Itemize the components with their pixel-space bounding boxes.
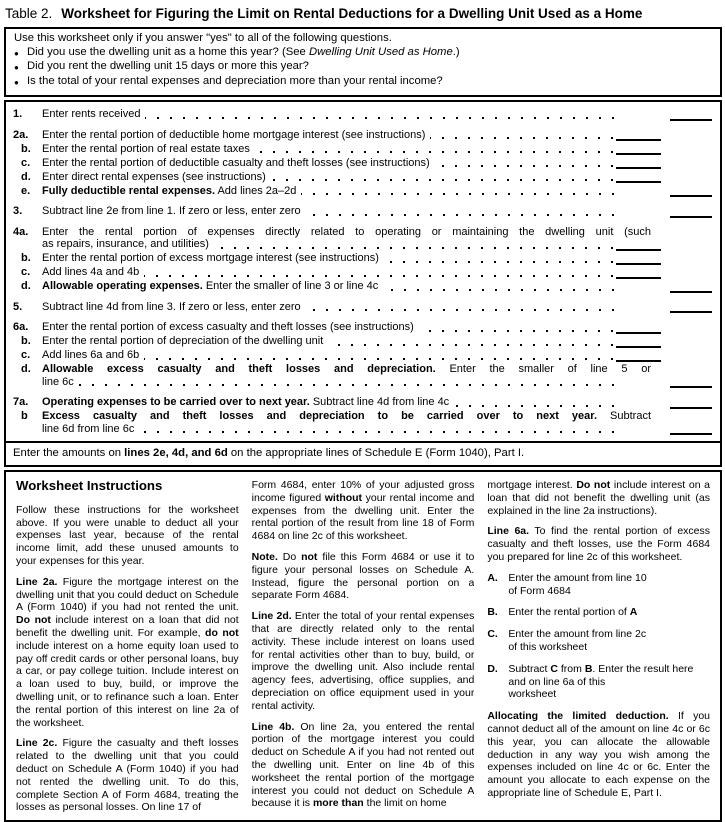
dot-leader <box>378 280 617 293</box>
line-body <box>42 266 715 279</box>
answer-blank <box>616 254 661 265</box>
instructions-columns <box>16 479 710 814</box>
line-last <box>42 396 715 409</box>
line-body <box>42 363 715 388</box>
line-text: Fully deductible rental expenses. Add lines 2a–2d <box>42 184 297 197</box>
line-text: Operating expenses to be carried over to next year. Subtract line 4d from line 4c <box>42 396 450 408</box>
lettered-item-A <box>487 572 710 598</box>
item-text-wrap: Enter the amount from line 10 <box>508 571 647 584</box>
answer-blank <box>616 172 661 183</box>
line-text: Enter rents received <box>42 108 141 120</box>
worksheet-row-c <box>13 157 715 170</box>
line-text: Enter direct rental expenses (see instructions) <box>42 170 266 183</box>
worksheet-row-7a <box>13 396 715 409</box>
instruction-paragraph: Line 2d. Enter the total of your rental expenses that are directly related only to the rental activity. These include interest on loans used for rental activities other than to buy, build, or improve the dwelling unit. Also include rental agency fees, advertising, office supplies, and depreciation on office equipment used in your rental activity. <box>251 610 475 712</box>
line-text-wrap: Allowable excess casualty and theft losses and depreciation. Enter the smaller of line 5 or <box>42 363 651 375</box>
worksheet-row-c <box>13 349 715 362</box>
line-number: b. <box>21 335 31 347</box>
line-body <box>42 226 715 251</box>
line-number: 1. <box>13 108 23 120</box>
answer-blank <box>616 144 661 155</box>
lettered-item-B <box>487 606 710 619</box>
qualification-lead: Use this worksheet only if you answer "yes" to all of the following questions. <box>14 32 392 44</box>
dot-leader <box>425 129 616 142</box>
line-last <box>42 205 715 218</box>
line-text: Enter the rental portion of excess mortgage interest (see instructions) <box>42 252 379 264</box>
answer-blank <box>616 268 661 279</box>
dot-leader <box>449 396 617 409</box>
instruction-paragraph: Allocating the limited deduction. If you cannot deduct all of the amount on line 4c or 6c this year, you can allocate the allowable deduction in any way you wish among the expenses included on line 4c or 6c. Enter the amount you allocate to each expense on the appropriate line of Schedule E, Part I. <box>487 710 711 799</box>
line-last <box>42 185 715 198</box>
line-number: 4a. <box>13 225 29 238</box>
instruction-paragraph: Line 2c. Figure the casualty and theft losses related to the dwelling unit that you could deduct on Schedule A (Form 1040) if you had not rented the dwelling unit. To do this, complete Section A of Form 4684, treating the losses as personal losses. On line 17 of <box>16 737 239 814</box>
line-number: b. <box>21 252 31 264</box>
instruction-paragraph: Note. Do not file this Form 4684 or use it to figure your personal losses on Schedule A. Instead, figure the personal portion on a separate Form 4684. <box>251 550 475 602</box>
worksheet-row-b <box>13 335 715 348</box>
line-body <box>42 335 715 348</box>
item-text: Enter the rental portion of A <box>508 606 638 619</box>
answer-blank <box>670 186 712 197</box>
line-last <box>42 280 715 293</box>
lettered-item-C <box>487 628 710 654</box>
line-last <box>42 423 715 436</box>
worksheet-row-d <box>13 280 715 293</box>
dot-leader <box>414 321 616 334</box>
line-last <box>42 335 715 348</box>
line-last <box>42 238 715 251</box>
line-last <box>42 108 715 121</box>
line-body <box>42 129 715 142</box>
line-number: d. <box>21 363 31 375</box>
item-letter: B. <box>487 606 498 619</box>
item-last-line <box>508 585 710 598</box>
answer-blank <box>670 302 712 313</box>
line-text: Enter the rental portion of real estate taxes <box>42 142 250 155</box>
lettered-item-D <box>487 663 710 701</box>
line-number: d. <box>21 170 31 183</box>
instructions-box <box>4 470 722 822</box>
table-title <box>4 2 722 27</box>
worksheet-row-2a <box>13 129 715 142</box>
bullet-icon: ● <box>14 77 19 87</box>
answer-blank <box>616 337 661 348</box>
line-last <box>42 157 715 170</box>
answer-blank <box>670 424 712 435</box>
line-last <box>42 349 715 362</box>
line-body <box>42 205 715 218</box>
line-text: Subtract line 4d from line 3. If zero or less, enter zero <box>42 300 301 313</box>
dot-leader <box>139 349 616 362</box>
dot-leader <box>301 301 617 314</box>
instruction-paragraph: Line 4b. On line 2a, you entered the rental portion of the mortgage interest you could deduct on Schedule A if you had not rented out the dwelling unit. Enter on line 4b of this worksheet the rental portion of the mortgage interest you could not deduct on Schedule A because it is more than the limit on home <box>251 720 475 810</box>
line-number: 2a. <box>13 128 29 141</box>
instruction-paragraph: Follow these instructions for the worksheet above. If you were unable to deduct all your expenses last year, because of the rental income limit, add these unused amounts to your expenses for this year. <box>16 503 239 567</box>
worksheet-row-3 <box>13 205 715 218</box>
item-text: of this worksheet <box>508 640 588 653</box>
item-last-line <box>508 688 710 701</box>
bullet-text: Did you rent the dwelling unit 15 days or more this year? <box>27 60 309 72</box>
worksheet-row-b <box>13 410 715 435</box>
dot-leader <box>250 143 616 156</box>
line-last <box>42 129 715 142</box>
worksheet-row-1 <box>13 108 715 121</box>
answer-blank <box>670 207 712 218</box>
line-body <box>42 185 715 198</box>
bullet-icon: ● <box>14 48 19 58</box>
line-text: Enter the rental portion of deductible home mortgage interest (see instructions) <box>42 128 426 141</box>
item-text-wrap: Subtract C from B. Enter the result here and on line 6a of this <box>508 662 694 688</box>
qualification-bullet <box>14 60 712 75</box>
bullet-icon: ● <box>14 63 19 72</box>
worksheet-box <box>4 100 722 467</box>
line-text: Enter the rental portion of deductible casualty and theft losses (see instructions) <box>42 156 430 169</box>
instruction-paragraph: Form 4684, enter 10% of your adjusted gross income figured without your rental income and expenses from the dwelling unit. Enter the rental portion of the result from line 18 of Form 4684 on line 2c of this worksheet. <box>251 479 475 543</box>
answer-blank <box>616 323 661 334</box>
instruction-paragraph: mortgage interest. Do not include interest on a loan that did not benefit the dwelling unit (as explained in the line 2a instructions). <box>487 479 711 517</box>
line-body <box>42 108 715 121</box>
table-number: Table 2. <box>5 6 53 21</box>
item-letter: D. <box>487 662 498 675</box>
worksheet-footer: Enter the amounts on lines 2e, 4d, and 6d on the appropriate lines of Schedule E (Form 1040), Part I. <box>6 441 720 465</box>
worksheet-row-c <box>13 266 715 279</box>
line-text: line 6c <box>42 375 74 388</box>
line-text: Allowable operating expenses. Enter the smaller of line 3 or line 4c <box>42 280 379 292</box>
line-number: b <box>21 410 28 422</box>
bullet-text: Did you use the dwelling unit as a home this year? (See Dwelling Unit Used as Home.) <box>27 45 460 58</box>
instructions-column-1 <box>16 479 239 814</box>
dot-leader <box>323 335 616 348</box>
item-body <box>508 606 710 619</box>
line-text: Add lines 4a and 4b <box>42 266 140 278</box>
item-text: worksheet <box>508 688 557 701</box>
line-number: e. <box>21 184 31 197</box>
dot-leader <box>430 157 616 170</box>
line-text: as repairs, insurance, and utilities) <box>42 238 209 250</box>
qualification-bullets <box>14 46 712 90</box>
worksheet-row-5 <box>13 301 715 314</box>
worksheet-row-d <box>13 363 715 388</box>
answer-blank <box>670 282 712 293</box>
answer-blank <box>616 158 661 169</box>
item-last-line <box>508 641 710 654</box>
item-body <box>508 663 710 701</box>
dot-leader <box>266 171 616 184</box>
qualification-box <box>4 27 722 97</box>
line-last <box>42 301 715 314</box>
worksheet-row-d <box>13 171 715 184</box>
answer-blank <box>670 377 712 388</box>
dot-leader <box>296 185 617 198</box>
answer-blank <box>670 398 712 409</box>
line-last <box>42 252 715 265</box>
item-body <box>508 628 710 654</box>
line-text: line 6d from line 6c <box>42 422 135 435</box>
qualification-bullet <box>14 75 712 90</box>
dot-leader <box>379 252 616 265</box>
worksheet-row-b <box>13 143 715 156</box>
dot-leader <box>134 423 617 436</box>
line-body <box>42 252 715 265</box>
worksheet-row-6a <box>13 321 715 334</box>
line-text-wrap: Enter the rental portion of expenses directly related to operating or maintaining the dwelling unit (such <box>42 225 651 238</box>
line-number: 6a. <box>13 321 29 333</box>
answer-blank <box>616 351 661 362</box>
item-body <box>508 572 710 598</box>
line-last <box>42 376 715 389</box>
line-text: Enter the rental portion of depreciation of the dwelling unit <box>42 335 324 347</box>
item-text: of Form 4684 <box>508 584 571 597</box>
item-letter: C. <box>487 628 498 641</box>
worksheet-row-b <box>13 252 715 265</box>
line-number: b. <box>21 142 31 155</box>
item-text-wrap: Enter the amount from line 2c <box>508 628 647 641</box>
line-number: c. <box>21 266 31 278</box>
line-body <box>42 157 715 170</box>
line-last <box>42 171 715 184</box>
line-body <box>42 321 715 334</box>
line-number: 7a. <box>13 396 29 408</box>
line-body <box>42 410 715 435</box>
instructions-heading: Worksheet Instructions <box>16 479 163 493</box>
table-title-text: Worksheet for Figuring the Limit on Rental Deductions for a Dwelling Unit Used as a Home <box>61 6 643 21</box>
answer-blank <box>616 240 661 251</box>
qualification-bullet <box>14 46 712 61</box>
dot-leader <box>140 108 617 121</box>
line-text: Add lines 6a and 6b <box>42 349 140 361</box>
line-text-wrap: Excess casualty and theft losses and depreciation to be carried over to next year. Subtract <box>42 410 651 422</box>
line-body <box>42 143 715 156</box>
line-body <box>42 396 715 409</box>
bullet-text: Is the total of your rental expenses and depreciation more than your rental income? <box>27 74 443 87</box>
line-number: c. <box>21 349 31 361</box>
instructions-column-3 <box>487 479 710 814</box>
line-text: Enter the rental portion of excess casualty and theft losses (see instructions) <box>42 321 414 333</box>
answer-blank <box>616 130 661 141</box>
answer-blank <box>670 110 712 121</box>
line-body <box>42 301 715 314</box>
worksheet-row-e <box>13 185 715 198</box>
line-number: 5. <box>13 300 23 313</box>
worksheet-row-4a <box>13 226 715 251</box>
line-last <box>42 266 715 279</box>
worksheet-rows <box>6 102 720 441</box>
item-letter: A. <box>487 571 498 584</box>
line-text: Subtract line 2e from line 1. If zero or less, enter zero <box>42 205 301 217</box>
line-body <box>42 280 715 293</box>
instruction-paragraph: Line 6a. To find the rental portion of excess casualty and theft losses, use the Form 4684 you prepared for line 2c of this worksheet. <box>487 525 711 563</box>
line-number: 3. <box>13 205 23 217</box>
item-last-line <box>508 606 710 619</box>
instructions-column-2 <box>252 479 475 814</box>
instruction-paragraph: Line 2a. Figure the mortgage interest on the dwelling unit that you could deduct on Schedule A (Form 1040) if you had not rented the unit. Do not include interest on a loan that did not benefit the dwelling unit. For example, do not include interest on a home equity loan used to pay off credit cards or other personal loans, buy a car, or pay college tuition. Include interest on a loan used to buy, build, or improve the dwelling unit, or to refinance such a loan. Enter the rental portion of this interest on line 2a of the worksheet. <box>16 575 239 729</box>
line-number: c. <box>21 156 31 169</box>
dot-leader <box>301 205 617 218</box>
line-last <box>42 143 715 156</box>
line-body <box>42 349 715 362</box>
line-number: d. <box>21 280 31 292</box>
dot-leader <box>139 266 616 279</box>
line-body <box>42 171 715 184</box>
dot-leader <box>74 376 617 389</box>
dot-leader <box>209 238 616 251</box>
line-last <box>42 321 715 334</box>
